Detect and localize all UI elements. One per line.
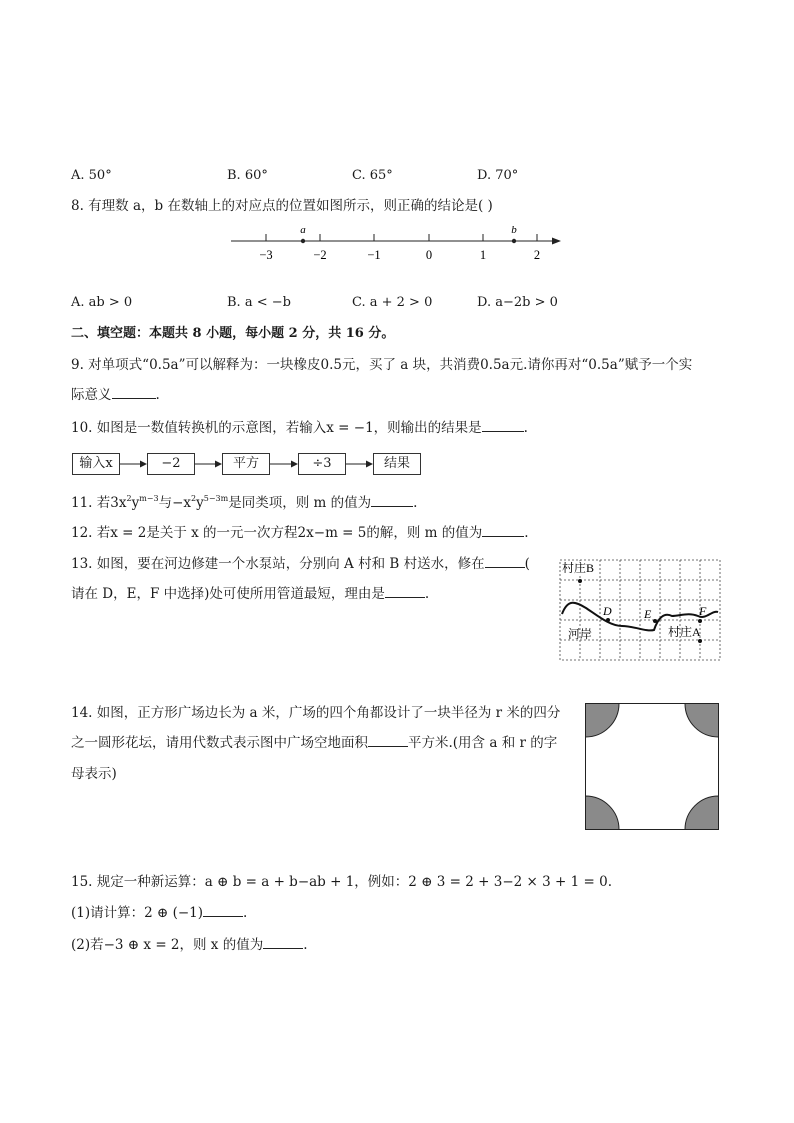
q11-text-a: 11. 若3x [71, 495, 127, 511]
q9-line-2-end: . [155, 387, 160, 403]
q15-answer-blank-2[interactable] [263, 936, 303, 949]
arrow-right-icon [366, 461, 373, 468]
q14-line-2 [71, 734, 557, 752]
point-b-label: b [511, 224, 517, 236]
tick-label: 1 [479, 248, 487, 262]
q13-answer-blank-1[interactable] [485, 555, 525, 568]
q11-question [71, 494, 417, 512]
q11-text-d: y [196, 495, 204, 511]
q14-text-2: 之一圆形花坛，请用代数式表示图中广场空地面积 [71, 735, 368, 751]
q7-option-d: D. 70° [477, 168, 519, 183]
q15-answer-blank-1[interactable] [203, 904, 243, 917]
q13-line-2 [71, 585, 429, 603]
arrow-right-icon [140, 461, 147, 468]
q7-option-c: C. 65° [352, 168, 393, 183]
q8-option-a: A. ab > 0 [71, 295, 133, 310]
q11-exp-4: 5−3m [203, 494, 229, 503]
q10-answer-blank[interactable] [482, 419, 524, 432]
village-b-label: 村庄B [562, 561, 595, 575]
q15-line-2 [71, 904, 247, 922]
river-label: 河岸 [568, 627, 593, 641]
q12-question [71, 524, 529, 542]
q8-option-d: D. a−2b > 0 [477, 295, 558, 310]
point-f-label: F [699, 604, 707, 618]
point-d-label: D [603, 604, 612, 618]
q13-answer-blank-2[interactable] [385, 585, 425, 598]
tick-label: −1 [367, 248, 381, 262]
flow-box-minus2: −2 [147, 453, 195, 475]
section-2-header: 二、填空题：本题共 8 小题，每小题 2 分，共 16 分。 [71, 326, 395, 341]
q15-text-3-end: . [303, 937, 308, 953]
q11-answer-blank[interactable] [371, 494, 413, 507]
q15-line-1: 15. 规定一种新运算：a ⊕ b = a + b−ab + 1，例如：2 ⊕ 3 = 2 + 3−2 × 3 + 1 = 0. [71, 874, 612, 890]
q15-text-2: (1)请计算：2 ⊕ (−1) [71, 905, 204, 921]
river-grid-figure [558, 558, 724, 664]
point-b-dot [512, 239, 516, 243]
q7-option-a: A. 50° [71, 168, 112, 183]
q11-text-c: 与−x [158, 495, 192, 511]
q10-question [71, 419, 528, 437]
q13-text-1-end: ( [524, 556, 530, 572]
q14-line-1: 14. 如图，正方形广场边长为 a 米，广场的四个角都设计了一块半径为 r 米的四分 [71, 705, 561, 721]
q7-option-b: B. 60° [227, 168, 268, 183]
q14-answer-blank[interactable] [368, 734, 408, 747]
village-a-dot [698, 639, 702, 643]
q14-text-2-end: 平方米.(用含 a 和 r 的字 [408, 735, 558, 751]
tick-label: −3 [259, 248, 273, 262]
q12-text: 12. 若x = 2是关于 x 的一元一次方程2x−m = 5的解，则 m 的值为 [71, 525, 483, 541]
q11-exp-3: 2 [191, 494, 197, 503]
point-d-dot [606, 618, 610, 622]
number-line-figure [225, 220, 570, 265]
arrow-right-icon [291, 461, 298, 468]
q9-line-1: 9. 对单项式“0.5a”可以解释为：一块橡皮0.5元，买了 a 块，共消费0.5a元.请你再对“0.5a”赋予一个实 [71, 357, 693, 373]
q11-exp-2: m−3 [139, 494, 159, 503]
point-a-dot [301, 239, 305, 243]
q15-text-3: (2)若−3 ⊕ x = 2，则 x 的值为 [71, 937, 264, 953]
q11-text-e: 是同类项，则 m 的值为 [228, 495, 372, 511]
point-e-label: E [644, 607, 652, 621]
village-a-label: 村庄A [668, 625, 701, 639]
flow-box-divide3: ÷3 [298, 453, 346, 475]
point-e-dot [653, 619, 657, 623]
q14-line-3: 母表示) [71, 766, 117, 782]
q12-end: . [524, 525, 529, 541]
q10-end: . [523, 420, 528, 436]
q10-text: 10. 如图是一数值转换机的示意图，若输入x = −1，则输出的结果是 [71, 420, 482, 436]
square-plaza-figure [584, 702, 722, 832]
q11-exp-1: 2 [126, 494, 132, 503]
q13-text-2: 请在 D，E，F 中选择)处可使所用管道最短，理由是 [71, 586, 385, 602]
flow-box-square: 平方 [222, 453, 270, 475]
flow-arrows [118, 455, 378, 475]
q11-text-b: y [131, 495, 140, 511]
q8-option-c: C. a + 2 > 0 [352, 295, 433, 310]
flow-box-input: 输入x [72, 453, 120, 475]
tick-label: 0 [425, 248, 433, 262]
tick-label: 2 [533, 248, 541, 262]
q9-line-2 [71, 386, 160, 404]
q9-line-2-text: 际意义 [71, 387, 112, 403]
q15-text-2-end: . [243, 905, 248, 921]
q12-answer-blank[interactable] [482, 524, 524, 537]
q13-text-2-end: . [424, 586, 430, 602]
q13-text-1: 13. 如图，要在河边修建一个水泵站，分别向 A 村和 B 村送水，修在 [71, 556, 485, 572]
arrow-right-icon [215, 461, 222, 468]
village-b-dot [578, 579, 582, 583]
flow-box-result: 结果 [373, 453, 421, 475]
q8-question: 8. 有理数 a，b 在数轴上的对应点的位置如图所示，则正确的结论是( ) [71, 198, 493, 214]
tick-label: −2 [313, 248, 327, 262]
q8-option-b: B. a < −b [227, 295, 291, 310]
axis-arrow-icon [552, 238, 561, 245]
q11-end: . [413, 495, 418, 511]
q15-line-3 [71, 936, 308, 954]
point-f-dot [698, 619, 702, 623]
q9-answer-blank[interactable] [112, 386, 156, 399]
point-a-label: a [300, 224, 306, 236]
q13-line-1 [71, 555, 530, 573]
